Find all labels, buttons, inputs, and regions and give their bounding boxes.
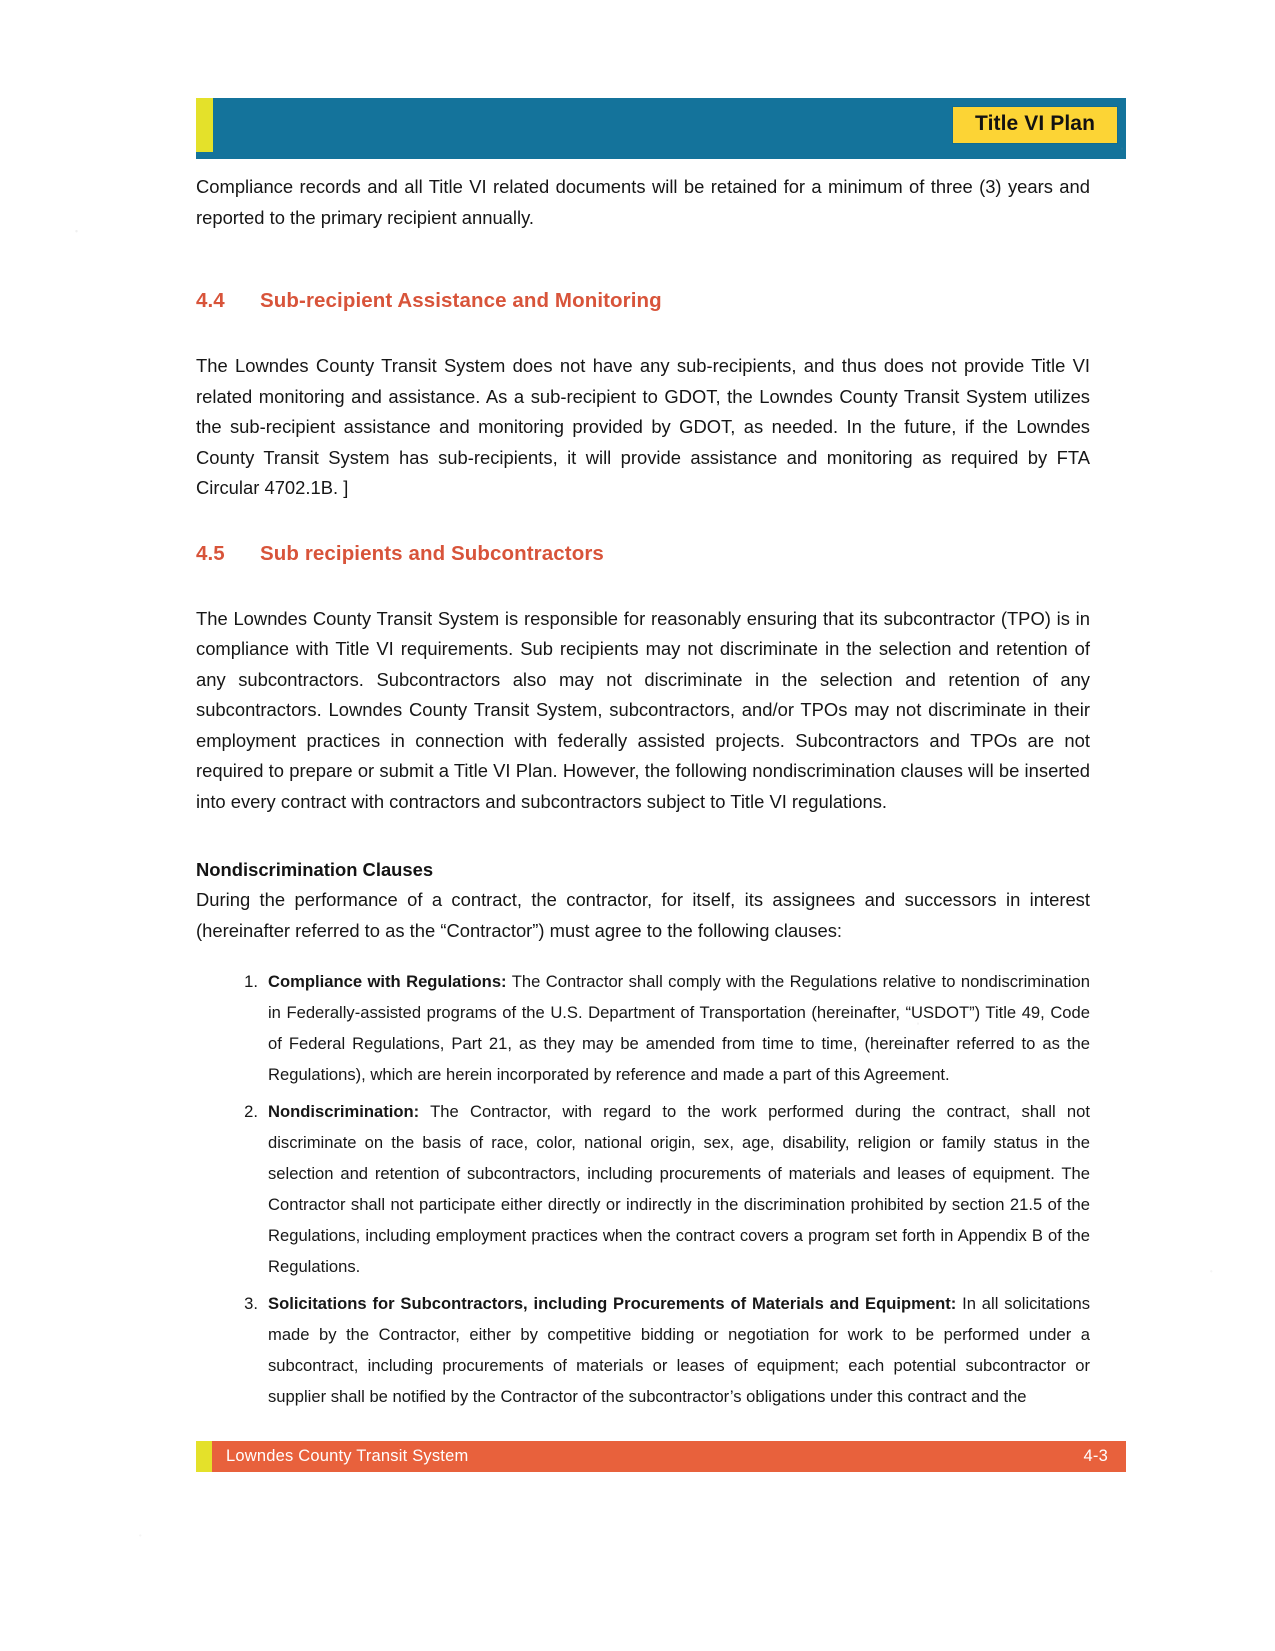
section-number-4-4: 4.4 [196, 289, 225, 312]
list-item-marker: 3. [244, 1294, 258, 1313]
list-item-lead: Compliance with Regulations: [268, 972, 507, 991]
section-number-4-5: 4.5 [196, 541, 225, 565]
footer-organization: Lowndes County Transit System [226, 1447, 469, 1465]
list-item-lead: Nondiscrimination: [268, 1102, 420, 1121]
list-item-lead: Solicitations for Subcontractors, including Procurements of Materials and Equipment: [268, 1294, 957, 1313]
nondiscrimination-clauses-subheading: Nondiscrimination Clauses [196, 859, 434, 880]
list-item-text: The Contractor shall comply with the Regulations relative to nondiscrimination in Federally-assisted programs of the U.S. Department of Transportation (hereinafter, “USDOT”) Title 49, Code of Federal Regulations, Part 21, as they may be amended from time to time, (hereinafter referred to as the Regulations), which are herein incorporated by reference and made a part of this Agreement. [268, 972, 1090, 1084]
header-underline-rule [196, 152, 1126, 159]
header-color-bar [213, 98, 1126, 152]
header-accent-bar [196, 98, 213, 152]
section-paragraph-4-5: The Lowndes County Transit System is responsible for reasonably ensuring that its subcontractor (TPO) is in compliance with Title VI requirements. Sub recipients may not discriminate in the selection and retention of any subcontractors. Subcontractors also may not discriminate in the selection and retention of any subcontractors. Lowndes County Transit System, subcontractors, and/or TPOs may not discriminate in their employment practices in connection with federally assisted projects. Subcontractors and TPOs are not required to prepare or submit a Title VI Plan. However, the following nondiscrimination clauses will be inserted into every contract with contractors and subcontractors subject to Title VI regulations. [196, 607, 1090, 812]
footer-color-bar [212, 1441, 1126, 1472]
document-title: Title VI Plan [953, 107, 1117, 142]
footer-accent-bar [196, 1441, 212, 1472]
page-content [196, 172, 1090, 1418]
section-heading-4-5 [196, 542, 1090, 566]
clauses-intro-paragraph: During the performance of a contract, the contractor, for itself, its assignees and successors in interest (hereinafter referred to as the “Contractor”) must agree to the following clauses: [196, 889, 1090, 941]
list-item-marker: 2. [244, 1102, 258, 1121]
list-item-text: In all solicitations made by the Contractor, either by competitive bidding or negotiation for work to be performed under a subcontract, including procurements of materials or leases of equipment; each potential subcontractor or supplier shall be notified by the Contractor of the subcontractor’s obligations under this contract and the [268, 1294, 1090, 1406]
section-title-4-5: Sub recipients and Subcontractors [260, 541, 604, 565]
list-item [196, 1288, 1090, 1412]
section-heading-4-4 [196, 289, 1090, 313]
list-item-marker: 1. [244, 972, 258, 991]
nondiscrimination-clause-list [196, 966, 1090, 1412]
section-title-4-4: Sub-recipient Assistance and Monitoring [260, 289, 662, 312]
section-paragraph-4-4: The Lowndes County Transit System does not have any sub-recipients, and thus does not provide Title VI related monitoring and assistance. As a sub-recipient to GDOT, the Lowndes County Transit System utilizes the sub-recipient assistance and monitoring provided by GDOT, as needed. In the future, if the Lowndes County Transit System has sub-recipients, it will provide assistance and monitoring as required by FTA Circular 4702.1B. ] [196, 355, 1090, 498]
intro-paragraph: Compliance records and all Title VI related documents will be retained for a minimum of three (3) years and reported to the primary recipient annually. [196, 176, 1090, 228]
list-item [196, 966, 1090, 1090]
list-item [196, 1096, 1090, 1282]
page-footer-banner [196, 1441, 1126, 1472]
footer-page-number: 4-3 [1083, 1447, 1108, 1465]
list-item-text: The Contractor, with regard to the work performed during the contract, shall not discriminate on the basis of race, color, national origin, sex, age, disability, religion or family status in the selection and retention of subcontractors, including procurements of materials and leases of equipment. The Contractor shall not participate either directly or indirectly in the discrimination prohibited by section 21.5 of the Regulations, including employment practices when the contract covers a program set forth in Appendix B of the Regulations. [268, 1102, 1090, 1276]
page-header-banner [196, 98, 1126, 152]
